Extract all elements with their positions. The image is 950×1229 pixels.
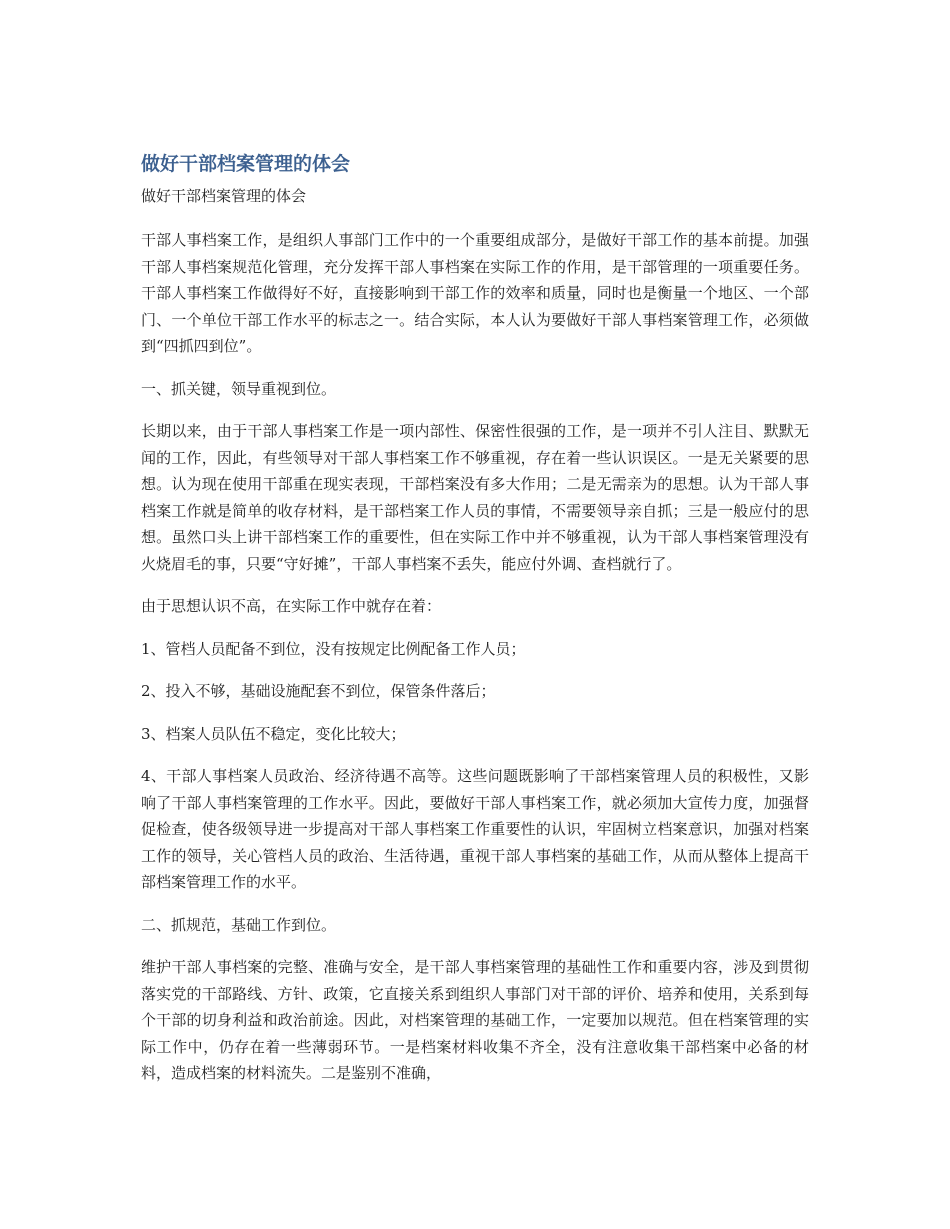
document-subtitle: 做好干部档案管理的体会	[141, 187, 307, 205]
paragraph-issues-lead: 由于思想认识不高，在实际工作中就存在着：	[141, 597, 442, 615]
document-page	[141, 146, 809, 1103]
paragraph-section-1: 长期以来，由于干部人事档案工作是一项内部性、保密性很强的工作，是一项并不引人注目、默默无闻的工作，因此，有些领导对干部人事档案工作不够重视，存在着一些认识误区。一是无关紧要的思想。认为现在使用干部重在现实表现，干部档案没有多大作用；二是无需亲为的思想。认为干部人事档案工作就是简单的收存材料，是干部档案工作人员的事情，不需要领导亲自抓；三是一般应付的思想。虽然口头上讲干部档案工作的重要性，但在实际工作中并不够重视，认为干部人事档案管理没有火烧眉毛的事，只要“守好摊”，干部人事档案不丢失，能应付外调、查档就行了。	[141, 422, 809, 573]
list-item-4: 4、干部人事档案人员政治、经济待遇不高等。这些问题既影响了干部档案管理人员的积极性，又影响了干部人事档案管理的工作水平。因此，要做好干部人事档案工作，就必须加大宣传力度，加强督促检查，使各级领导进一步提高对干部人事档案工作重要性的认识，牢固树立档案意识，加强对档案工作的领导，关心管档人员的政治、生活待遇，重视干部人事档案的基础工作，从而从整体上提高干部档案管理工作的水平。	[141, 767, 809, 891]
paragraph-intro: 干部人事档案工作，是组织人事部门工作中的一个重要组成部分，是做好干部工作的基本前提。加强干部人事档案规范化管理，充分发挥干部人事档案在实际工作的作用，是干部管理的一项重要任务。干部人事档案工作做得好不好，直接影响到干部工作的效率和质量，同时也是衡量一个地区、一个部门、一个单位干部工作水平的标志之一。结合实际，本人认为要做好干部人事档案管理工作，必须做到“四抓四到位”。	[141, 231, 809, 355]
list-item-3: 3、档案人员队伍不稳定，变化比较大；	[141, 724, 406, 743]
section-heading-1: 一、抓关键，领导重视到位。	[141, 379, 337, 398]
list-item-2: 2、投入不够，基础设施配套不到位，保管条件落后；	[141, 682, 496, 700]
paragraph-section-2: 维护干部人事档案的完整、准确与安全，是干部人事档案管理的基础性工作和重要内容，涉及到贯彻落实党的干部路线、方针、政策，它直接关系到组织人事部门对干部的评价、培养和使用，关系到每个干部的切身利益和政治前途。因此，对档案管理的基础工作，一定要加以规范。但在档案管理的实际工作中，仍存在着一些薄弱环节。一是档案材料收集不齐全，没有注意收集干部档案中必备的材料，造成档案的材料流失。二是鉴别不准确，	[141, 958, 809, 1082]
section-heading-2: 二、抓规范，基础工作到位。	[141, 915, 337, 934]
document-title: 做好干部档案管理的体会	[141, 153, 351, 175]
list-item-1: 1、管档人员配备不到位，没有按规定比例配备工作人员；	[141, 639, 526, 658]
